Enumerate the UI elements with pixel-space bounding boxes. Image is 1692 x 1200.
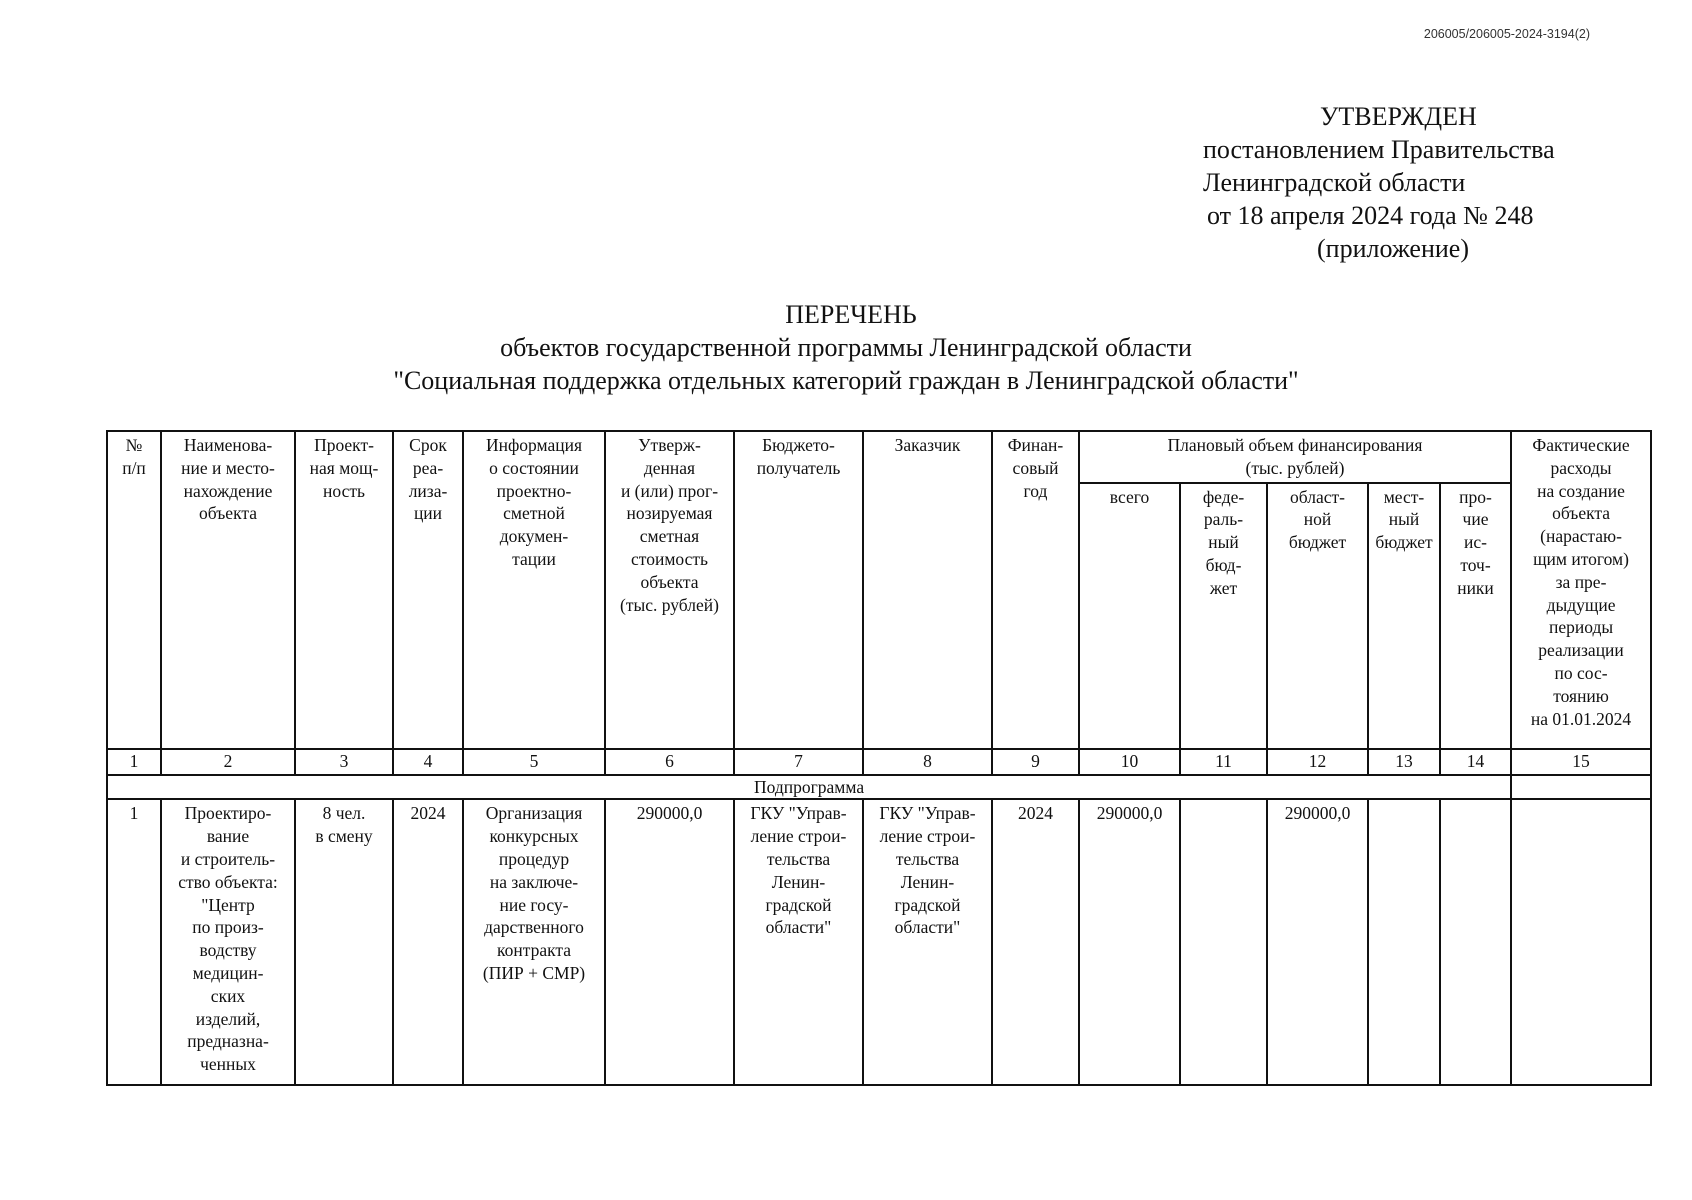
- row-object-name: Проектиро- вание и строитель- ство объекта: "Центр по произ- водству медицин- ских изделий, предназна- ченных: [161, 799, 295, 1085]
- row-psd-info: Организация конкурсных процедур на заключе- ние госу- дарственного контракта (ПИР + СМР): [463, 799, 605, 1085]
- program-name: "Социальная поддержка отдельных категорий граждан в Ленинградской области": [393, 366, 1299, 395]
- header-cell-term: Срок реа- лиза- ции: [393, 431, 463, 749]
- table-header-row: [107, 431, 1651, 483]
- header-cell-financial-year: Финан- совый год: [992, 431, 1079, 749]
- document-id-stamp: 206005/206005-2024-3194(2): [1423, 27, 1590, 41]
- subprogram-row: [107, 775, 1651, 800]
- approval-line: постановлением Правительства: [1203, 135, 1555, 164]
- header-cell-actual-expenses: Фактические расходы на создание объекта (нарастаю- щим итогом) за пре- дыдущие периоды реализации по сос- тоянию на 01.01.2024: [1511, 431, 1651, 749]
- column-number: 11: [1180, 749, 1267, 775]
- approval-line: Ленинградской области: [1203, 168, 1466, 197]
- header-cell-object-name: Наименова- ние и место- нахождение объекта: [161, 431, 295, 749]
- column-number: 1: [107, 749, 161, 775]
- table-row: [107, 799, 1651, 1085]
- header-cell-customer: Заказчик: [863, 431, 992, 749]
- approval-title: УТВЕРЖДЕН: [1320, 102, 1477, 131]
- header-cell-federal-budget: феде- раль- ный бюд- жет: [1180, 483, 1267, 749]
- column-number-row: [107, 749, 1651, 775]
- header-cell-local-budget: мест- ный бюджет: [1368, 483, 1440, 749]
- row-estimated-cost: 290000,0: [605, 799, 734, 1085]
- row-customer: ГКУ "Управ- ление строи- тельства Ленин- градской области": [863, 799, 992, 1085]
- column-number: 12: [1267, 749, 1368, 775]
- column-number: 7: [734, 749, 863, 775]
- column-number: 13: [1368, 749, 1440, 775]
- column-number: 9: [992, 749, 1079, 775]
- header-cell-regional-budget: област- ной бюджет: [1267, 483, 1368, 749]
- header-cell-planned-financing: Плановый объем финансирования (тыс. рублей): [1079, 431, 1511, 483]
- row-number: 1: [107, 799, 161, 1085]
- approval-note: (приложение): [1317, 234, 1470, 263]
- header-cell-total: всего: [1079, 483, 1180, 749]
- header-cell-psd-info: Информация о состоянии проектно- сметной докумен- тации: [463, 431, 605, 749]
- row-capacity: 8 чел. в смену: [295, 799, 393, 1085]
- header-cell-other-sources: про- чие ис- точ- ники: [1440, 483, 1511, 749]
- approval-date-number: от 18 апреля 2024 года № 248: [1207, 201, 1534, 230]
- column-number: 10: [1079, 749, 1180, 775]
- row-other-sources: [1440, 799, 1511, 1085]
- column-number: 4: [393, 749, 463, 775]
- subprogram-empty-cell: [1511, 775, 1651, 800]
- row-actual-expenses: [1511, 799, 1651, 1085]
- document-heading: [0, 298, 1692, 397]
- column-number: 6: [605, 749, 734, 775]
- column-number: 15: [1511, 749, 1651, 775]
- column-number: 14: [1440, 749, 1511, 775]
- header-cell-number: № п/п: [107, 431, 161, 749]
- column-number: 3: [295, 749, 393, 775]
- row-budget-recipient: ГКУ "Управ- ление строи- тельства Ленин- градской области": [734, 799, 863, 1085]
- header-cell-estimated-cost: Утверж- денная и (или) прог- нозируемая сметная стоимость объекта (тыс. рублей): [605, 431, 734, 749]
- approval-block: [1180, 100, 1600, 265]
- column-number: 2: [161, 749, 295, 775]
- row-local-budget: [1368, 799, 1440, 1085]
- row-total: 290000,0: [1079, 799, 1180, 1085]
- row-federal-budget: [1180, 799, 1267, 1085]
- document-title: ПЕРЕЧЕНЬ: [785, 300, 917, 329]
- objects-table: [106, 430, 1652, 1086]
- header-cell-capacity: Проект- ная мощ- ность: [295, 431, 393, 749]
- header-cell-budget-recipient: Бюджето- получатель: [734, 431, 863, 749]
- column-number: 5: [463, 749, 605, 775]
- row-regional-budget: 290000,0: [1267, 799, 1368, 1085]
- column-number: 8: [863, 749, 992, 775]
- row-term: 2024: [393, 799, 463, 1085]
- document-subtitle: объектов государственной программы Ленинградской области: [500, 333, 1192, 362]
- subprogram-label: Подпрограмма: [107, 775, 1511, 800]
- row-financial-year: 2024: [992, 799, 1079, 1085]
